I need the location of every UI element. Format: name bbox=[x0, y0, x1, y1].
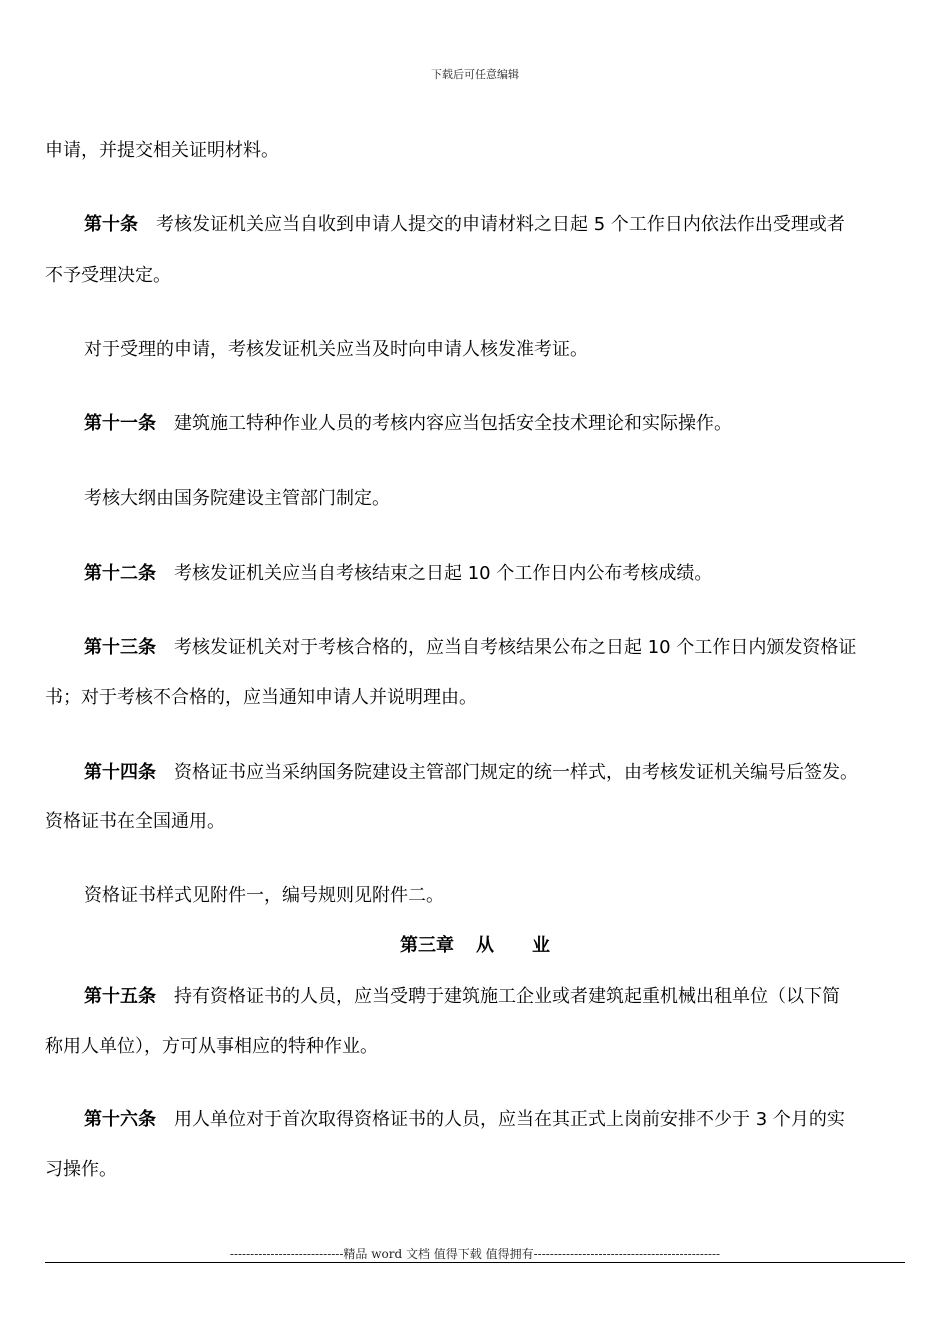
page-footer: ----------------------------精品 word 文档 值得下载 值得拥有---------------------------------------------- bbox=[229, 1247, 721, 1261]
article-16-line bbox=[84, 1108, 907, 1132]
paragraph-accept: 对于受理的申请，考核发证机关应当及时向申请人核发准考证。 bbox=[84, 339, 588, 360]
article-16-text: 用人单位对于首次取得资格证书的人员，应当在其正式上岗前安排不少于 3 个月的实 bbox=[174, 1109, 845, 1130]
page-header: 下载后可任意编辑 bbox=[431, 68, 519, 81]
article-10-title: 第十条 bbox=[84, 214, 138, 235]
article-14-title: 第十四条 bbox=[84, 762, 156, 783]
article-13-line bbox=[84, 636, 907, 660]
article-10-line-2: 不予受理决定。 bbox=[45, 265, 171, 286]
article-11-title: 第十一条 bbox=[84, 413, 156, 434]
paragraph-outline: 考核大纲由国务院建设主管部门制定。 bbox=[84, 488, 390, 509]
footer-rule bbox=[45, 1262, 905, 1263]
article-13-line-2: 书；对于考核不合格的，应当通知申请人并说明理由。 bbox=[45, 687, 477, 708]
article-11-text: 建筑施工特种作业人员的考核内容应当包括安全技术理论和实际操作。 bbox=[174, 413, 732, 434]
article-16-title: 第十六条 bbox=[84, 1109, 156, 1130]
chapter-title-char-1: 从 bbox=[476, 935, 494, 956]
article-12-text: 考核发证机关应当自考核结束之日起 10 个工作日内公布考核成绩。 bbox=[174, 563, 713, 584]
paragraph-line: 申请，并提交相关证明材料。 bbox=[45, 140, 279, 161]
paragraph-sample: 资格证书样式见附件一，编号规则见附件二。 bbox=[84, 885, 444, 906]
article-12-line bbox=[84, 562, 907, 586]
article-10-line bbox=[84, 213, 907, 237]
chapter-title-char-2: 业 bbox=[532, 935, 550, 956]
article-14-text: 资格证书应当采纳国务院建设主管部门规定的统一样式，由考核发证机关编号后签发。 bbox=[174, 762, 858, 783]
article-10-text: 考核发证机关应当自收到申请人提交的申请材料之日起 5 个工作日内依法作出受理或者 bbox=[156, 214, 845, 235]
article-13-text: 考核发证机关对于考核合格的，应当自考核结果公布之日起 10 个工作日内颁发资格证 bbox=[174, 637, 857, 658]
article-16-line-2: 习操作。 bbox=[45, 1159, 117, 1180]
article-15-title: 第十五条 bbox=[84, 986, 156, 1007]
article-12-title: 第十二条 bbox=[84, 563, 156, 584]
article-11-line bbox=[84, 412, 907, 436]
article-15-line-2: 称用人单位），方可从事相应的特种作业。 bbox=[45, 1036, 378, 1057]
article-14-line-2: 资格证书在全国通用。 bbox=[45, 811, 225, 832]
article-15-line bbox=[84, 985, 907, 1009]
article-13-title: 第十三条 bbox=[84, 637, 156, 658]
chapter-number: 第三章 bbox=[400, 935, 454, 956]
chapter-heading bbox=[0, 934, 950, 958]
article-14-line bbox=[84, 761, 907, 785]
article-15-text: 持有资格证书的人员，应当受聘于建筑施工企业或者建筑起重机械出租单位（以下简 bbox=[174, 986, 840, 1007]
